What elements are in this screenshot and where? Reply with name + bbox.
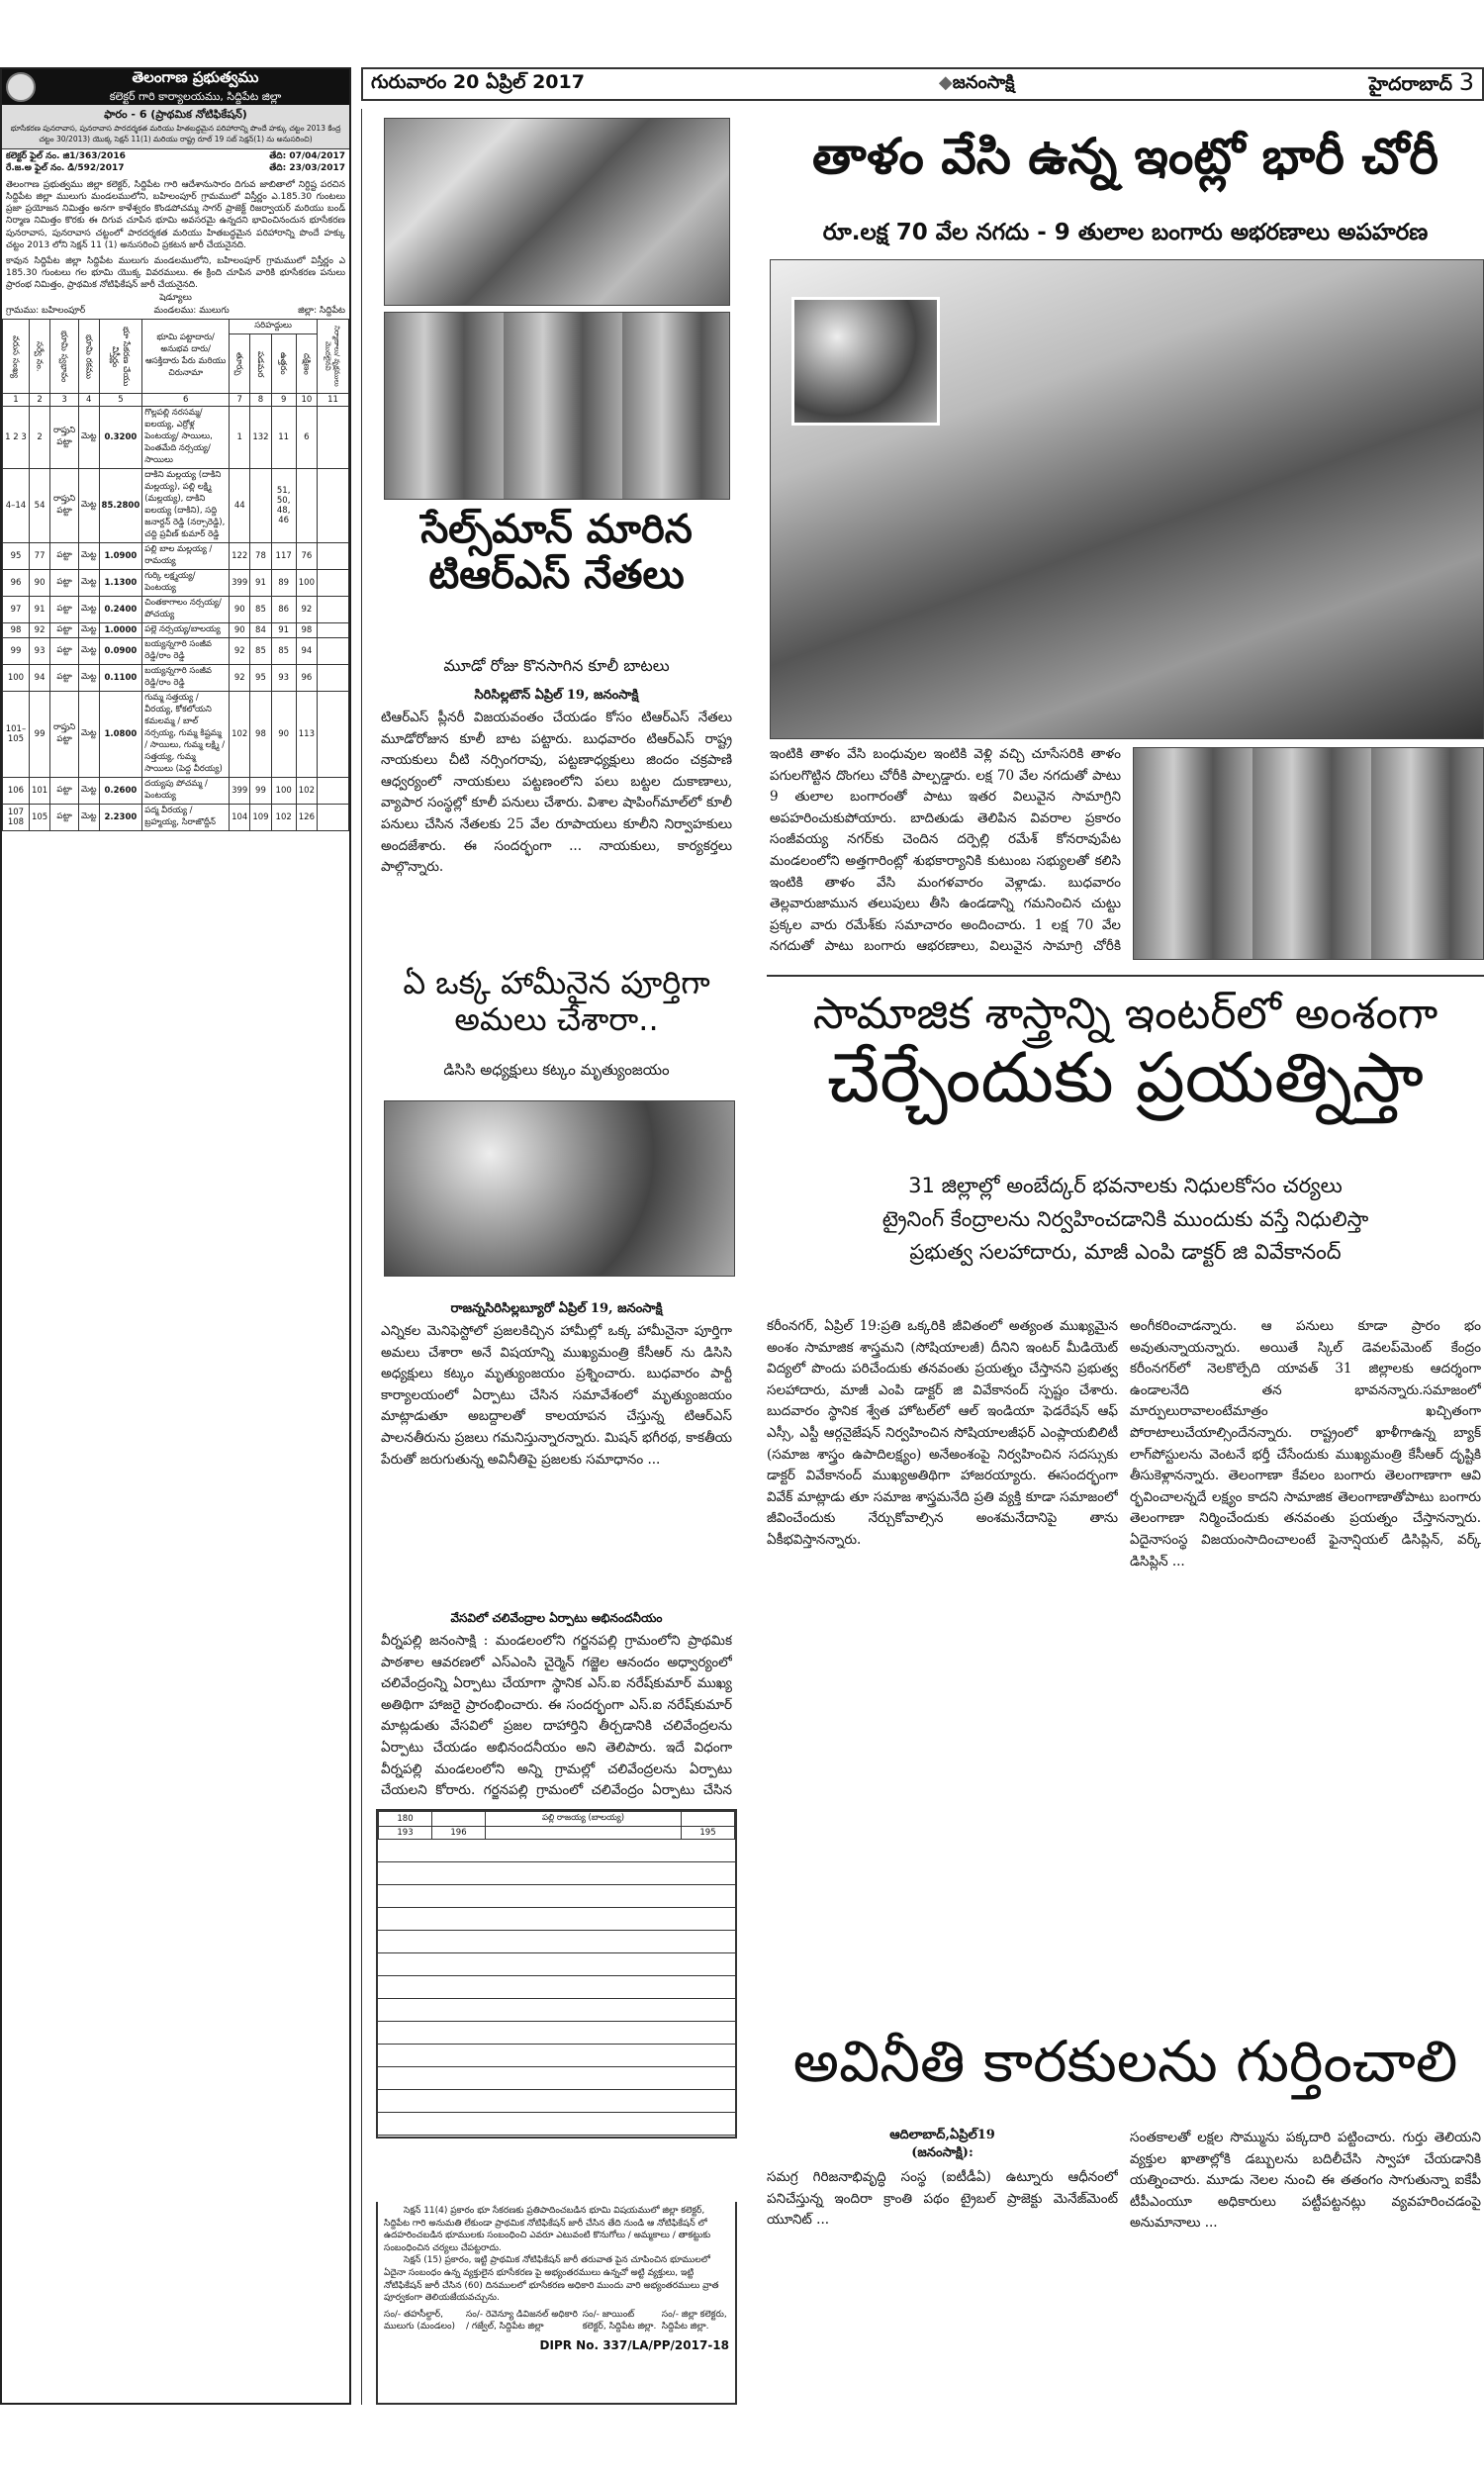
cell-sno: 97 <box>3 597 30 623</box>
cell-nature: రాప్తుని పట్టా <box>50 692 79 778</box>
cell-sno: 95 <box>3 543 30 570</box>
table-row <box>3 692 349 778</box>
corruption-dateline: ఆదిలాబాద్,ఏప్రిల్19 (జనంసాక్షి): <box>889 2128 995 2160</box>
sociology-body-right: అంగీకరించాడన్నారు. ఆ పనులు కూడా ప్రారం భం అవుతున్నాయన్నారు. అయితే స్కిల్ డెవలప్‌మెంట్ కేంద్రం కరీంనగర్‌లో నెలకొల్పేది యావత్ 31 జిల్లాలకు ఆదర్శంగా ఉండాలనేది తన భావనన్నారు.సమాజంలో మార్పులురావాలంటేమాత్రం ఖచ్చితంగా పోరాటాలుచేయాల్సిందేనన్నారు. రాష్ట్రంలో ఖాళీగాఉన్న బ్యాక్ లాగ్‌పోస్టులను వెంటనే భర్తీ చేసేందుకు ముఖ్యమంత్రి కేసీఆర్ దృష్టికి తీసుకెళ్లానన్నారు. తెలంగాణా కేవలం బంగారు తెలంగాణాగా ఆవి ర్భవించాలన్నదే లక్ష్యం కాదని సామాజిక తెలంగాణాతోపాటు బంగారు తెలంగాణా నిర్మించేందుకు తనవంతు ప్రయత్నం చేస్తానన్నారు. ఏదైనాసంస్థ విజయంసాదించాలంటే ఫైనాన్షియల్ డిసిప్లిన్, వర్క్ డిసిప్లిన్ ... <box>1130 1318 1481 1570</box>
table-row <box>3 778 349 805</box>
cell-survey: 94 <box>29 665 49 692</box>
ad-header <box>2 69 349 105</box>
edition-page: హైదరాబాద్ 3 <box>1368 68 1474 96</box>
cell-s: 94 <box>296 638 317 665</box>
column-number: 2 <box>29 394 49 407</box>
cell-sno: 106 <box>3 778 30 805</box>
cell-nature: పట్టా <box>50 778 79 805</box>
cell-survey: 93 <box>29 638 49 665</box>
salesman-body: టిఆర్ఎస్ ప్లీనరీ విజయవంతం చేయడం కోసం టిఆర్ఎస్ నేతలు మూడోరోజున కూలీ బాట పట్టారు. బుధవారం టిఆర్ఎస్ రాష్ట్ర నాయకులు చీటి నర్సింగరావు, పట్టణాధ్యక్షులు జిందం చక్రపాణి ఆధ్వర్యంలో నాయకులు పట్టణంలోని పలు బట్టల దుకాణాలు, వ్యాపార సంస్థల్లో కూలీ పనులు చేశారు. విశాల షాపింగ్‌మాల్‌లో కూలీ పనులు చేసిన నేతలకు 25 వేల రూపాయలు కూలీని నిర్వాహకులు అందజేశారు. ఈ సందర్భంగా ... నాయకులు, కార్యకర్తలు పాల్గొన్నారు. <box>381 710 732 876</box>
promises-headline: ఏ ఒక్క హామీనైన పూర్తిగా అమలు చేశారా.. <box>403 964 710 1038</box>
land-schedule-table-continued <box>376 1809 737 2139</box>
cell-e: 90 <box>230 597 250 623</box>
cell-structures <box>317 543 348 570</box>
column-number: 8 <box>250 394 271 407</box>
masthead-bar <box>361 67 1484 101</box>
cell-extent: 0.2600 <box>99 778 142 805</box>
column-number: 1 <box>3 394 30 407</box>
column-number: 7 <box>230 394 250 407</box>
sociology-headline: సామాజిక శాస్త్రాన్ని ఇంటర్‌లో అంశంగా చేర్చేందుకు ప్రయత్నిస్తా <box>812 989 1438 1118</box>
table-row <box>3 407 349 469</box>
cell-nature: పట్టా <box>50 665 79 692</box>
cell-n: 51, 50, 48, 46 <box>271 469 296 543</box>
cell-e <box>682 1812 735 1827</box>
cell-w: 85 <box>250 638 271 665</box>
paper-logo: ◆జనంసాక్షి <box>938 71 1015 93</box>
cell-e: 92 <box>230 638 250 665</box>
table-row <box>379 1812 735 1827</box>
section-15: సెక్షన్ (15) ప్రకారం, ఇట్టి ప్రాథమిక నోటిఫికేషన్ జారీ తరువాత పైన చూపించిన భూములలో ఏదైనా సంబంధం ఉన్న వ్యక్తులైన భూసేకరణ పై అభ్యంతరములు ఉన్నచో అట్టి వ్యక్తులు, ఇట్టి నోటిఫికేషన్ జారీ చేసిన (60) దినములలో భూసేకరణ అధికారి ముందు వారి అభ్యంతరములు వ్రాత పూర్వకంగా తెలియజేయవచ్చును. <box>384 2255 719 2304</box>
cell-survey: 2 <box>29 407 49 469</box>
cell-owner: బయ్యన్నగారి సంజీవ రెడ్డి/రాం రెడ్డి <box>142 665 230 692</box>
file-info: కలెక్టర్ ఫైల్ నం. జి1/363/2016 రే.జ.అ ఫైల్ నం. డి/592/2017 తేది: 07/04/2017 తేది: 23/03/2017 <box>6 151 345 173</box>
cell-type: మెట్ట <box>78 805 99 831</box>
column-number: 3 <box>50 394 79 407</box>
cell-sno: 100 <box>3 665 30 692</box>
cell-w: 85 <box>250 597 271 623</box>
cell-n: 93 <box>271 665 296 692</box>
cell-sno: 99 <box>3 638 30 665</box>
land-schedule-table: వరుస సంఖ్య సర్వే నం. భూమి స్వభావం భూమి రకము భూ సేకరణ చేయు విస్తీర్ణం భూమి పట్టాదారు/ అనుభవ దారు/ ఆసక్తిదారు పేరు మరియు చిరునామా సరిహద్దులు నిర్మాణాలు/ వృక్షములు మొదలైనవి తూర్పు పడమర ఉత్తరం దక్షిణం 1 2 3 4 5 6 7 8 9 10 11 1 2 3 2 రాప్తుని పట్టా మెట్ట 0.3200 గొల్లపల్లి నరసమ్మ/ ఐలయ్య, ఎర్రోళ్ల పెంటయ్య/ సాయిలు, పెంతమేది నర్సయ్య/ సాయిలు 1 132 11 6 4–14 54 రాప్తుని పట్టా మెట్ట 85.2800 దాకిని మల్లయ్య (దాకిని మల్లయ్య), పల్లి లక్ష్మి (మల్లయ్య), దాకిని ఐలయ్య (దాకిని), సద్ది జనార్దన్ రెడ్డి (నర్సారెడ్డి), చద్ది ప్రవీణ్ కుమార్ రెడ్డి 44 51, 50, 48, 46 95 77 పట్టా మెట్ట 1.0900 పల్లి బాల మల్లయ్య / రామయ్య 122 78 117 76 96 90 పట్టా మెట్ట 1.1300 గుర్కి లక్ష్మయ్య/పెంటయ్య 399 91 89 100 97 91 పట్టా మెట్ట 0.2400 చింతకాగాలం నర్సయ్య/పోచయ్య 90 85 86 92 98 92 పట్టా మెట్ట 1.0000 పల్లె నర్సయ్య/బాలయ్య 90 84 91 98 99 93 పట్టా మెట్ట 0.0900 బయ్యన్నగారి సంజీవ రెడ్డి/రాం రెడ్డి 92 85 85 94 100 94 పట్టా మెట్ట 0.1100 బయ్యన్నగారి సంజీవ రెడ్డి/రాం రెడ్డి 92 95 93 96 101–105 99 రాప్తుని పట్టా మెట్ట 1.0800 గుమ్మ సత్తయ్య / వీరయ్య, కోకలోయని కమలమ్మ / బాల్ నర్సయ్య, గుమ్మ కిష్టమ్మ / సాయిలు, గుమ్మ లక్ష్మి / సత్తయ్య, గుమ్మ సాయిలు (పెద్ద వీరయ్య) 102 98 90 113 106 101 పట్టా మెట్ట 0.2600 దయ్యపు పోచమ్మ / పెంటయ్య 399 99 100 102 107 108 105 పట్టా మెట్ట 2.2300 పద్మ వీరయ్య / బ్రహ్మయ్య, సిరాజొద్దీన్ 104 109 102 126 <box>2 319 349 831</box>
cell-sno: 101–105 <box>3 692 30 778</box>
cell-extent: 1.0900 <box>99 543 142 570</box>
table-row <box>3 469 349 543</box>
cell-owner: దయ్యపు పోచమ్మ / పెంటయ్య <box>142 778 230 805</box>
cell-n: 85 <box>271 638 296 665</box>
cell-type: మెట్ట <box>78 623 99 638</box>
cell-e: 1 <box>230 407 250 469</box>
cell-survey: 91 <box>29 597 49 623</box>
corruption-headline: అవినీతి కారకులను గుర్తించాలి <box>792 2028 1458 2095</box>
promises-subhead: డిసిసి అధ్యక్షులు కట్కం మృత్యుంజయం <box>443 1061 670 1079</box>
column-number: 6 <box>142 394 230 407</box>
cell-structures <box>317 570 348 597</box>
column-number: 10 <box>296 394 317 407</box>
table-row <box>3 570 349 597</box>
ad-para-1: తెలంగాణ ప్రభుత్వము జిల్లా కలెక్టర్, సిద్దిపేట గారి ఆదేశానుసారం దిగువ జాబితాలో నిర్దిష్ట పరచిన సిద్దిపేట జిల్లా ములుగు మండలములోని, బహిలంపూర్ గ్రామములో విస్తీర్ణం ఎ.185.30 గుంటలు ప్రజా ప్రయోజన నిమిత్తం అనగా కాళేశ్వరం కొండపోచమ్మ సాగర్ ప్రాజెక్ట్ రిజర్వాయర్ మరియు బండ్ నిర్మాణ నిమిత్తం కొరకు ఈ దిగువ చూపిన భూమి అవసరమై ఉన్నదని భావించినందున భూసేకరణ పునరావాస, పునరావాస చట్టంలో పారదర్శకత మరియు హితబద్ధమైన పరిహారాన్ని పొందే హక్కు చట్టం 2013 లోని సెక్షన్ 11 (1) అనుసరించి ప్రకటన జారీ చేయనైనది. <box>6 180 345 250</box>
ad-title: తెలంగాణ ప్రభుత్వము <box>132 68 259 86</box>
salesman-headline: సేల్స్‌మాన్ మారిన టిఆర్ఎస్ నేతలు <box>420 507 693 598</box>
cell-e: 104 <box>230 805 250 831</box>
column-number: 4 <box>78 394 99 407</box>
cell-n: 89 <box>271 570 296 597</box>
cell-structures <box>317 597 348 623</box>
cell-extent: 85.2800 <box>99 469 142 543</box>
cell-nature: రాప్తుని పట్టా <box>50 469 79 543</box>
cell-extent: 1.1300 <box>99 570 142 597</box>
cell-type: మెట్ట <box>78 778 99 805</box>
cell-w: 99 <box>250 778 271 805</box>
cell-sno: 107 108 <box>3 805 30 831</box>
cell-nature: పట్టా <box>50 597 79 623</box>
cell-s: 6 <box>296 407 317 469</box>
cell-e: 399 <box>230 570 250 597</box>
ad-footer <box>376 2202 737 2405</box>
dipr-number: DIPR No. 337/LA/PP/2017-18 <box>539 2337 729 2352</box>
cell-nature: పట్టా <box>50 570 79 597</box>
cell-nature: పట్టా <box>50 543 79 570</box>
cell-s: 113 <box>296 692 317 778</box>
cell-nature: పట్టా <box>50 638 79 665</box>
cell-type: మెట్ట <box>78 469 99 543</box>
cell-e: 90 <box>230 623 250 638</box>
theft-subhead: రూ.లక్ష 70 వేల నగదు - 9 తులాల బంగారు అభరణాలు అపహరణ <box>822 220 1429 245</box>
cell-owner: పద్మ వీరయ్య / బ్రహ్మయ్య, సిరాజొద్దీన్ <box>142 805 230 831</box>
cell-survey: 92 <box>29 623 49 638</box>
cell-e: 195 <box>682 1827 735 1840</box>
cell-w: 95 <box>250 665 271 692</box>
cell-owner: గుర్కి లక్ష్మయ్య/పెంటయ్య <box>142 570 230 597</box>
cell-type: మెట్ట <box>78 570 99 597</box>
column-divider <box>361 109 362 2405</box>
cell-nature: పట్టా <box>50 805 79 831</box>
section-divider <box>767 975 1484 977</box>
cell-owner: బయ్యన్నగారి సంజీవ రెడ్డి/రాం రెడ్డి <box>142 638 230 665</box>
cell-structures <box>317 805 348 831</box>
ad-para-2: కావున సిద్దిపేట జిల్లా సిద్దిపేట ములుగు మండలములోని, బహిలంపూర్ గ్రామములో విస్తీర్ణం ఎ 185.30 గుంటలు గల భూమి యొక్క వివరములు. ఈ క్రింది చూపిన వారికి భూసేకరణ పనులు ప్రారంభ నిమిత్తం, ప్రాథమిక నోటిఫికేషన్ జారీ చేయనైనది. <box>6 255 345 291</box>
corruption-body-left: సమగ్ర గిరిజనాభివృద్ధి సంస్థ (ఐటీడీఏ) ఉట్నూరు ఆధీనంలో పనిచేస్తున్న ఇందిరా క్రాంతి పథం ట్రైబల్ ప్రాజెక్టు మెనేజ్‌మెంట్ యూనిట్ ... <box>767 2169 1118 2229</box>
schedule-label: షెడ్యూలు <box>159 293 192 304</box>
cell-structures <box>317 407 348 469</box>
sociology-body-left: కరీంనగర్, ఏప్రిల్ 19:ప్రతి ఒక్కరికి జీవితంలో అత్యంత ముఖ్యమైన అంశం సామాజిక శాస్త్రమని (సోషియాలజీ) దీనిని ఇంటర్ మీడియెట్ విద్యలో పొందు పరిచేందుకు తనవంతు ప్రయత్నం చేస్తానని ప్రభుత్వ సలహాదారు, మాజీ ఎంపి డాక్టర్ జి వివేకానంద్ స్పష్టం చేశారు. బుదవారం స్థానిక శ్వేత హోటల్‌లో ఆల్ ఇండియా ఫెడరేషన్ ఆఫ్ ఎస్సీ, ఎస్టీ ఆర్గనైజేషన్ నిర్వహించిన సోషియాలజీఫర్ ఎంప్లాయబిలిటీ (సమాజ శాస్త్రం ఉపాదిలక్ష్యం) అనేఅంశంపై నిర్వహించిన సదస్సుకు డాక్టర్ వివేకానంద్ ముఖ్యఅతిథిగా హాజరయ్యారు. ఈసందర్భంగా వివేక్ మాట్లాడు తూ సమాజ శాస్త్రమనేది ప్రతి వ్యక్తి కూడా సమాజంలో జీవించేందుకు నేర్చుకోవాల్సిన అంశమనేదానిపై తాను ఏకీభవిస్తానన్నారు. <box>767 1318 1118 1548</box>
cell-w: 109 <box>250 805 271 831</box>
cell-n: 90 <box>271 692 296 778</box>
cell-w: 132 <box>250 407 271 469</box>
cell-type: మెట్ట <box>78 543 99 570</box>
cell-survey: 77 <box>29 543 49 570</box>
cell-survey: 99 <box>29 692 49 778</box>
salesman-subhead: మూడో రోజు కొనసాగిన కూలీ బాటలు <box>443 656 670 675</box>
section-11-4: సెక్షన్ 11(4) ప్రకారం భూ సేకరణకు ప్రతిపాదించబడిన భూమి విషయములో జిల్లా కలెక్టర్, సిద్దిపేట గారి అనుమతి లేకుండా ప్రాథమిక నోటిఫికేషన్ జారీ చేసిన తేది నుండి ఆ నోటిఫికేషన్ లో ఉదహరించబడిన భూములకు సంబంధించి ఎవరూ ఎటువంటి కొనుగోలు / అమ్మకాలు / తాకట్టుకు సంబంధించిన చర్యలు చేపట్టరాదు. <box>384 2206 711 2253</box>
cell-owner: గుమ్మ సత్తయ్య / వీరయ్య, కోకలోయని కమలమ్మ / బాల్ నర్సయ్య, గుమ్మ కిష్టమ్మ / సాయిలు, గుమ్మ లక్ష్మి / సత్తయ్య, గుమ్మ సాయిలు (పెద్ద వీరయ్య) <box>142 692 230 778</box>
cell-e: 399 <box>230 778 250 805</box>
cell-n: 100 <box>271 778 296 805</box>
cell-s: 100 <box>296 570 317 597</box>
cell-sno: 193 <box>379 1827 432 1840</box>
ad-form: ఫారం - 6 (ప్రాథమిక నోటిఫికేషన్) భూసేకరణ పునరావాస, పునరావాస పారదర్శకత మరియు హితబద్ధమైన పరిహారాన్ని పొందే హక్కు చట్టం 2013 కేంద్ర చట్టం 30/2013) యొక్క సెక్షన్ 11(1) మరియు రాష్ట్ర రూల్ 19 సబ్ సెక్షన్(1) ను అనుసరించి) <box>2 105 349 149</box>
government-notification-ad <box>0 67 351 2405</box>
cell-n: 91 <box>271 623 296 638</box>
cell-sno: 98 <box>3 623 30 638</box>
cell-w: 84 <box>250 623 271 638</box>
cell-structures <box>317 469 348 543</box>
cell-extent: 1.0800 <box>99 692 142 778</box>
photo-leaders-shop <box>384 118 730 306</box>
signatures: సం/- తహసీల్దార్, ములుగు (మండలం) సం/- రెవెన్యూ డివిజనల్ అధికారి / గజ్వేల్, సిద్దిపేట జిల్లా సం/- జాయింట్ కలెక్టర్, సిద్దిపేట జిల్లా. సం/- జిల్లా కలెక్టరు, సిద్దిపేట జిల్లా. <box>384 2309 727 2332</box>
cell-owner: దాకిని మల్లయ్య (దాకిని మల్లయ్య), పల్లి లక్ష్మి (మల్లయ్య), దాకిని ఐలయ్య (దాకిని), సద్ది జనార్దన్ రెడ్డి (నర్సారెడ్డి), చద్ది ప్రవీణ్ కుమార్ రెడ్డి <box>142 469 230 543</box>
cell-s: 96 <box>296 665 317 692</box>
theft-headline: తాళం వేసి ఉన్న ఇంట్లో భారీ చోరీ <box>812 128 1438 185</box>
cell-owner: పల్లె నర్సయ్య/బాలయ్య <box>142 623 230 638</box>
water-body: వీర్నపల్లి జనంసాక్షి : మండలంలోని గర్జనపల్లి గ్రామంలోని ప్రాథమిక పాఠశాల ఆవరణలో ఎస్ఎంసి చైర్మెన్ గజ్జెల ఆనందం అధ్వార్యంలో చలివేంద్రంన్ని ఏర్పాటు చేయాగా స్థానిక ఎస్.ఐ నరేష్‌కుమార్ ముఖ్య అతిథిగా హాజరై ప్రారంభించారు. ఈ సందర్భంగా ఎస్.ఐ నరేష్‌కుమార్ మాట్లడుతు వేసవిలో ప్రజల దాహార్తిని తీర్చడానికి చలివేంద్రలను ఏర్పాటు చేయడం అభినందనీయం అని తెలిపారు. ఇదే విధంగా వీర్నపల్లి మండలంలోని అన్ని గ్రామల్లో చలివేంద్రలను ఏర్పాటు చేయలని కోరారు. గర్జనపల్లి గ్రామంలో చలివేంద్రం ఏర్పాటు చేసిన <box>381 1633 732 1799</box>
cell-n: 86 <box>271 597 296 623</box>
sociology-subheads: 31 జిల్లాల్లో అంబేద్కర్ భవనాలకు నిధులకోసం చర్యలు ట్రైనింగ్ కేంద్రాలను నిర్వహించడానికి ముందుకు వస్తే నిధులిస్తా ప్రభుత్వ సలహాదారు, మాజీ ఎంపి డాక్టర్ జి వివేకానంద్ <box>881 1174 1369 1265</box>
cell-survey: 90 <box>29 570 49 597</box>
photo-victim-inset <box>791 297 940 426</box>
cell-extent: 1.0000 <box>99 623 142 638</box>
photo-dcc-leaders <box>384 1100 735 1277</box>
cell-extent: 0.0900 <box>99 638 142 665</box>
cell-s: 102 <box>296 778 317 805</box>
cell-nature: రాప్తుని పట్టా <box>50 407 79 469</box>
cell-e: 44 <box>230 469 250 543</box>
cell-type: మెట్ట <box>78 407 99 469</box>
table-row <box>3 638 349 665</box>
table-row <box>3 665 349 692</box>
cell-s: 76 <box>296 543 317 570</box>
cell-n: 102 <box>271 805 296 831</box>
column-number: 9 <box>271 394 296 407</box>
logo-icon: ◆ <box>938 71 953 93</box>
cell-e: 122 <box>230 543 250 570</box>
cell-owner: గొల్లపల్లి నరసమ్మ/ ఐలయ్య, ఎర్రోళ్ల పెంటయ్య/ సాయిలు, పెంతమేది నర్సయ్య/ సాయిలు <box>142 407 230 469</box>
table-row <box>3 805 349 831</box>
cell-survey: 101 <box>29 778 49 805</box>
promises-dateline: రాజన్నసిరిసిల్లబ్యూరో ఏప్రిల్ 19, జనంసాక్షి <box>450 1301 663 1316</box>
cell-s: 126 <box>296 805 317 831</box>
cell-survey: 54 <box>29 469 49 543</box>
cell-e: 92 <box>230 665 250 692</box>
cell-extent: 2.2300 <box>99 805 142 831</box>
cell-survey: 105 <box>29 805 49 831</box>
cell-owner: చింతకాగాలం నర్సయ్య/పోచయ్య <box>142 597 230 623</box>
cell-n: 117 <box>271 543 296 570</box>
cell-owner: పల్లి బాల మల్లయ్య / రామయ్య <box>142 543 230 570</box>
table-row <box>3 597 349 623</box>
column-number: 5 <box>99 394 142 407</box>
cell-s: 98 <box>296 623 317 638</box>
cell-survey: 196 <box>432 1827 486 1840</box>
cell-n: 11 <box>271 407 296 469</box>
location-line: గ్రామము: బహిలంపూర్ మండలము: ములుగు జిల్లా: సిద్దిపేట <box>6 306 345 317</box>
cell-survey <box>432 1812 486 1827</box>
corruption-body-right: సంతకాలతో లక్షల సొమ్మును పక్కదారి పట్టించారు. గుర్తు తెలియని వ్యక్తుల ఖాతాల్లోకి డబ్బులను బదిలీచేసి స్వాహా చేయడానికి యత్నించారు. మూడు నెలల నుంచి ఈ తతంగం సాగుతున్నా ఐకేపీ టీపీఎంయూ అధికారులు పట్టీపట్టనట్లు వ్యవహరించడంపై అనుమానాలు ... <box>1130 2130 1481 2232</box>
cell-e: 102 <box>230 692 250 778</box>
salesman-dateline: సిరిసిల్లటౌన్ ఏప్రిల్ 19, జనంసాక్షి <box>474 688 639 703</box>
cell-sno: 96 <box>3 570 30 597</box>
cell-w <box>250 469 271 543</box>
cell-w: 78 <box>250 543 271 570</box>
cell-structures <box>317 638 348 665</box>
cell-type: మెట్ట <box>78 638 99 665</box>
water-headline: వేసవిలో చలివేంద్రాల ఏర్పాటు అభినందనీయం <box>450 1611 663 1625</box>
cell-type: మెట్ట <box>78 665 99 692</box>
cell-s: 92 <box>296 597 317 623</box>
cell-structures <box>317 778 348 805</box>
cell-sno: 180 <box>379 1812 432 1827</box>
cell-w: 91 <box>250 570 271 597</box>
photo-leaders-selling <box>384 312 730 500</box>
cell-nature: పట్టా <box>50 623 79 638</box>
column-number: 11 <box>317 394 348 407</box>
cell-type: మెట్ట <box>78 692 99 778</box>
government-seal-icon <box>6 72 36 102</box>
ad-subtitle: కలెక్టర్ గారి కార్యాలయము, సిద్దిపేట జిల్లా <box>109 90 282 103</box>
cell-structures <box>317 692 348 778</box>
cell-extent: 0.3200 <box>99 407 142 469</box>
table-row <box>3 543 349 570</box>
cell-sno: 4–14 <box>3 469 30 543</box>
cell-owner <box>486 1827 682 1840</box>
cell-structures <box>317 623 348 638</box>
cell-structures <box>317 665 348 692</box>
table-row <box>3 623 349 638</box>
cell-sno: 1 2 3 <box>3 407 30 469</box>
cell-w: 98 <box>250 692 271 778</box>
cell-s <box>296 469 317 543</box>
cell-extent: 0.1100 <box>99 665 142 692</box>
table-row <box>379 1827 735 1840</box>
cell-type: మెట్ట <box>78 597 99 623</box>
photo-police-inspection <box>1133 747 1484 960</box>
theft-body: ఇంటికి తాళం వేసి బంధువుల ఇంటికి వెళ్లి వచ్చి చూసేసరికి తాళం పగులగొట్టిన దొంగలు చోరీకి పాల్పడ్డారు. లక్ష 70 వేల నగదుతో పాటు 9 తులాల బంగారంతో పాటు ఇతర విలువైన సామాగ్రిని అపహరించుకుపోయారు. బాదితుడు తెలిపిన వివరాల ప్రకారం సంజీవయ్య నగర్‌కు చెందిన దర్పెల్లి రమేశ్ కోనరావుపేట మండలంలోని అత్తగారింట్లో శుభకార్యానికి కుటుంబ సభ్యులతో కలిసి ఇంటికి తాళం వేసి మంగళవారం వెళ్లాడు. బుధవారం తెల్లవారుజామున తలుపులు తీసి ఉండడాన్ని గమనించిన చుట్టు ప్రక్కల వారు రమేశ్‌కు సమాచారం అందించారు. 1 లక్ష 70 వేల నగదుతో పాటు బంగారు ఆభరణాలు, విలువైన సామాగ్రి చోరీకి <box>770 746 1121 955</box>
promises-body: ఎన్నికల మెనిఫెస్టోలో ప్రజలకిచ్చిన హామీల్లో ఒక్క హామీనైనా పూర్తిగా అమలు చేశారా అనే విషయాన్ని ముఖ్యమంత్రి కేసీఆర్ ను డిసిసి అధ్యక్షులు కట్కం మృత్యుంజయం ప్రశ్నించారు. బుధవారం పార్టీ కార్యాలయంలో ఏర్పాటు చేసిన సమావేశంలో మృత్యుంజయం మాట్లాడుతూ అబద్దాలతో కాలయాపన చేస్తున్న టిఆర్ఎస్ పాలనతీరును ప్రజలు గమనిస్తున్నారన్నారు. మిషన్ భగీరథ, కాకతీయ పేరుతో జరుగుతున్న అవినీతిపై ప్రజలకు సమాధానం ... <box>381 1323 732 1468</box>
cell-owner: పల్లి రాజయ్య (బాలయ్య) <box>486 1812 682 1827</box>
issue-date: గురువారం 20 ఏప్రిల్ 2017 <box>371 70 585 93</box>
cell-extent: 0.2400 <box>99 597 142 623</box>
